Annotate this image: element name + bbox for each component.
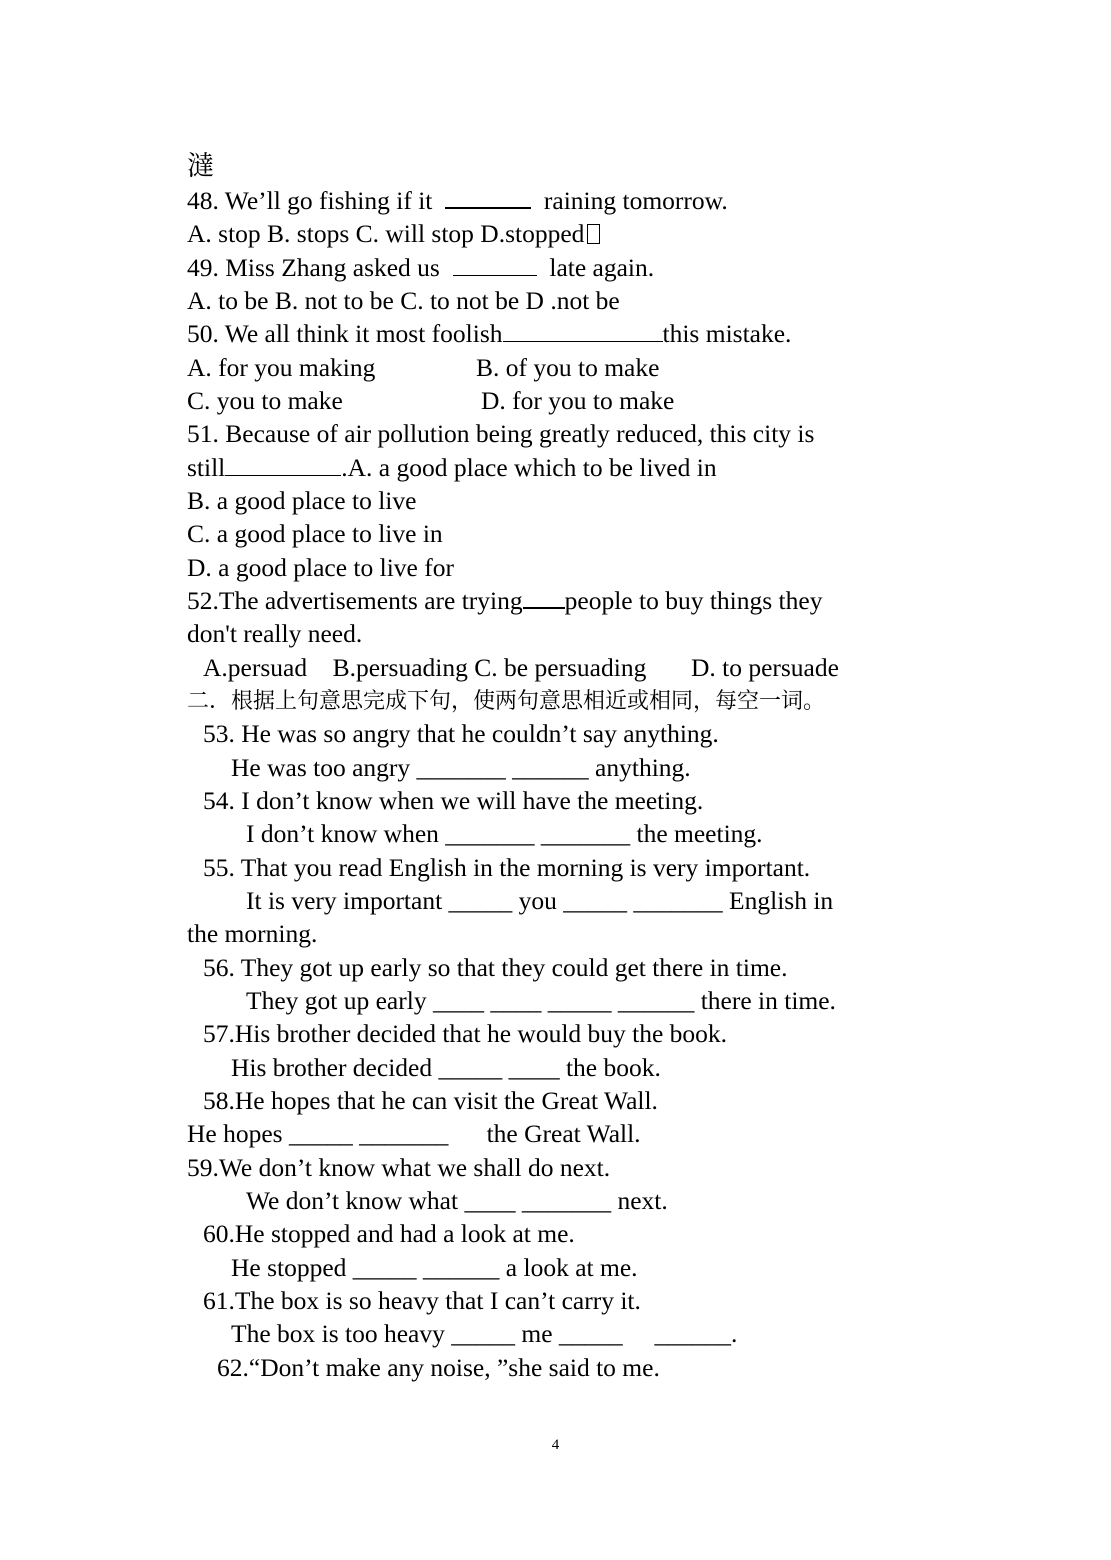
answer-blank [503, 319, 663, 342]
question-48: 48. We’ll go fishing if it raining tomorrow. [187, 186, 728, 215]
question-58: 58.He hopes that he can visit the Great Wall. [203, 1086, 658, 1115]
question-60: 60.He stopped and had a look at me. [203, 1219, 575, 1248]
question-54: 54. I don’t know when we will have the meeting. [203, 786, 704, 815]
question-49: 49. Miss Zhang asked us late again. [187, 253, 655, 282]
question-60-rewrite: He stopped _____ ______ a look at me. [231, 1253, 638, 1282]
question-55-rewrite: It is very important _____ you _____ _______ English in [246, 886, 834, 915]
question-51: 51. Because of air pollution being greatly reduced, this city is [187, 419, 815, 448]
question-61-rewrite: The box is too heavy _____ me _____ ______. [231, 1319, 738, 1348]
question-51-option-d: D. a good place to live for [187, 553, 454, 582]
question-55-rewrite-cont: the morning. [187, 919, 318, 948]
question-55: 55. That you read English in the morning is very important. [203, 853, 811, 882]
question-57: 57.His brother decided that he would buy the book. [203, 1019, 728, 1048]
question-51-line2: still .A. a good place which to be lived in [187, 453, 717, 482]
question-61: 61.The box is so heavy that I can’t carry it. [203, 1286, 641, 1315]
question-53-rewrite: He was too angry _______ ______ anything. [231, 753, 691, 782]
answer-blank [225, 453, 341, 476]
question-57-rewrite: His brother decided _____ ____ the book. [231, 1053, 661, 1082]
answer-blank [445, 185, 531, 209]
section-heading: 二．根据上句意思完成下句，使两句意思相近或相同，每空一词。 [187, 689, 826, 714]
question-51-option-b: B. a good place to live [187, 486, 417, 515]
question-56: 56. They got up early so that they could get there in time. [203, 953, 788, 982]
page-number: 4 [551, 1437, 560, 1453]
answer-blank [453, 253, 537, 276]
question-52: 52.The advertisements are trying people to buy things they [187, 586, 823, 615]
question-50: 50. We all think it most foolish this mistake. [187, 319, 792, 348]
question-48-options: A. stop B. stops C. will stop D.stopped [187, 217, 600, 250]
question-51-option-c: C. a good place to live in [187, 519, 443, 548]
question-54-rewrite: I don’t know when _______ _______ the meeting. [246, 819, 763, 848]
question-53: 53. He was so angry that he couldn’t say anything. [203, 719, 719, 748]
question-52-line2: don't really need. [187, 619, 363, 648]
question-52-options: A.persuad B.persuading C. be persuading D. to persuade [203, 653, 839, 682]
question-49-options: A. to be B. not to be C. to not be D .not be [187, 286, 620, 315]
question-58-rewrite: He hopes _____ _______ the Great Wall. [187, 1119, 641, 1148]
question-56-rewrite: They got up early ____ ____ _____ ______ there in time. [246, 986, 836, 1015]
question-59: 59.We don’t know what we shall do next. [187, 1153, 611, 1182]
missing-glyph-box [587, 224, 600, 244]
answer-blank [523, 585, 565, 609]
stray-character: 澾 [187, 151, 214, 181]
question-62: 62.“Don’t make any noise, ”she said to me. [217, 1353, 660, 1382]
question-50-options-ab: A. for you making B. of you to make [187, 353, 660, 382]
question-59-rewrite: We don’t know what ____ _______ next. [246, 1186, 668, 1215]
question-50-options-cd: C. you to make D. for you to make [187, 386, 675, 415]
